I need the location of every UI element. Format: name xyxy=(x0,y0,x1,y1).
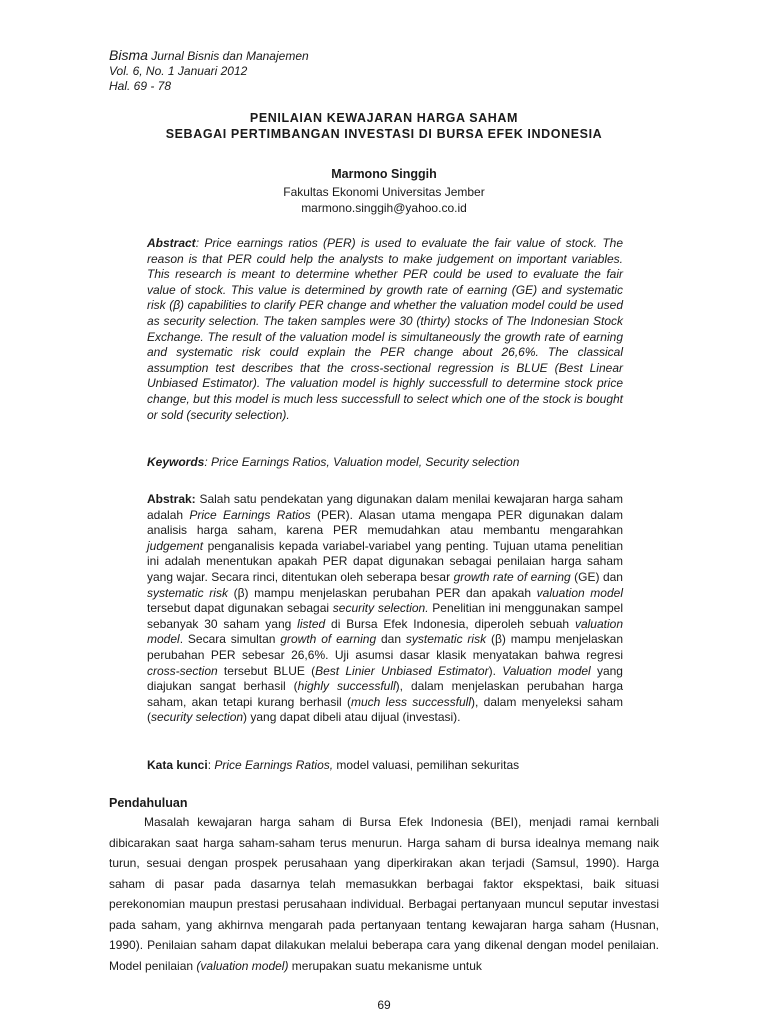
abstract-english xyxy=(147,236,623,423)
author-affiliation: Fakultas Ekonomi Universitas Jember xyxy=(283,185,485,199)
abstrak-italic: listed xyxy=(297,616,326,631)
page-number: 69 xyxy=(377,998,391,1012)
journal-pages: Hal. 69 - 78 xyxy=(109,79,172,93)
journal-volume: Vol. 6, No. 1 Januari 2012 xyxy=(109,64,248,78)
kata-kunci-label: Kata kunci xyxy=(147,758,208,772)
abstrak-italic: much less successfull xyxy=(351,694,471,709)
abstrak-text: ), dalam menjelaskan perubahan harga saham, akan tetapi kurang berhasil ( xyxy=(147,679,623,709)
abstrak-text: Penelitian ini menggunakan sampel sebanyak 30 saham yang xyxy=(147,601,623,631)
abstrak-italic: Price Earnings Ratios xyxy=(189,507,311,522)
abstrak-italic: security selection xyxy=(151,710,244,725)
abstrak-text: ). xyxy=(488,663,503,678)
abstrak-text: ) yang dapat dibeli atau dijual (investasi). xyxy=(243,710,461,725)
abstrak-text: ), dalam menyeleksi saham ( xyxy=(147,694,623,725)
abstract-en-text: : Price earnings ratios (PER) is used to evaluate the fair value of stock. The reason is that PER could help the analysts to make judgement on important variables. This research is meant to determine whether PER could be used to evaluate the fair value of stock. This value is determined by growth rate of earning (GE) and systematic risk (β) capabilities to clarify PER change and whether the valuation model could be used as security selection. The taken samples were 30 (thirty) stocks of The Indonesian Stock Exchange. The result of the valuation model is simultaneously the growth rate of earning and systematic risk could explain the PER change about 26,6%. The classical assumption test describes that the cross-sectional regression is BLUE (Best Linear Unbiased Estimator). The valuation model is highly successfull to determine stock price change, but this model is much less successfull to select which one of the stock is bought or sold (security selection). xyxy=(147,236,623,422)
abstract-indonesian xyxy=(147,492,623,726)
journal-subtitle: Jurnal Bisnis dan Manajemen xyxy=(151,49,309,63)
abstrak-text: . Secara simultan xyxy=(179,632,281,647)
abstrak-italic: Best Linier Unbiased Estimator xyxy=(315,663,489,678)
abstrak-italic: cross-section xyxy=(147,663,218,678)
abstrak-text: (PER). Alasan utama mengapa PER digunakan dalam analisis harga saham, karena PER memudahkan atau membantu mengarahkan xyxy=(147,507,623,538)
abstrak-text: Salah satu pendekatan yang digunakan dalam menilai kewajaran harga saham adalah xyxy=(147,492,623,522)
title-line-2: SEBAGAI PERTIMBANGAN INVESTASI DI BURSA EFEK INDONESIA xyxy=(165,127,603,141)
journal-name: Bisma xyxy=(109,47,148,63)
abstrak-text: tersebut BLUE ( xyxy=(217,663,316,678)
author-email: marmono.singgih@yahoo.co.id xyxy=(301,201,467,215)
title-line-1: PENILAIAN KEWAJARAN HARGA SAHAM xyxy=(249,111,519,125)
keywords-english xyxy=(147,454,623,470)
intro-text: Masalah kewajaran harga saham di Bursa Efek Indonesia (BEI), menjadi ramai kernbali dibicarakan saat harga saham-saham terus menurun. Harga saham di bursa idealnya memang naik turun, sesuai dengan prospek perusahaan yang diperkirakan akan terjadi (Samsul, 1990). Harga saham di pasar pada dasarnya telah memasukkan berbagai faktor ekspektasi, baik situasi perekonomian maupun prestasi perusahaan individual. Berbagai pertanyaan muncul seputar investasi pada saham, yang akhirnva mengarah pada pertanyaan tentang kewajaran harga saham (Husnan, 1990). Penilaian saham dapat dilakukan melalui beberapa cara yang dikenal dengan model penilaian. Model penilaian xyxy=(109,815,659,973)
intro-paragraph xyxy=(109,812,659,976)
abstrak-italic: growth rate of earning xyxy=(453,569,571,584)
keywords-en-text: : Price Earnings Ratios, Valuation model, Security selection xyxy=(204,455,520,469)
intro-text-end: merupakan suatu mekanisme untuk xyxy=(288,958,482,973)
abstrak-text: di Bursa Efek Indonesia, diperoleh sebuah xyxy=(325,616,575,631)
abstrak-italic: growth of earning xyxy=(280,632,377,647)
abstrak-italic: systematic risk xyxy=(405,632,487,647)
intro-italic: (valuation model) xyxy=(196,958,289,973)
abstrak-italic: judgement xyxy=(147,538,204,553)
abstrak-text: penganalisis kepada variabel-variabel yang penting. Tujuan utama penelitian ini adalah menentukan apakah PER dapat digunakan sebagai penilaian harga saham yang wajar. Secara rinci, ditentukan oleh seberapa besar xyxy=(147,538,623,584)
author-name: Marmono Singgih xyxy=(331,167,437,181)
journal-header xyxy=(109,48,309,94)
keywords-en-label: Keywords xyxy=(147,455,205,469)
abstrak-italic: valuation model xyxy=(536,585,623,600)
abstrak-text: (β) mampu menjelaskan perubahan PER sebesar 26,6%. Uji asumsi dasar klasik menyatakan bahwa regresi xyxy=(147,632,623,662)
abstrak-text: (GE) dan xyxy=(570,569,623,584)
abstrak-text: yang diajukan sangat berhasil ( xyxy=(147,663,623,694)
abstrak-text: tersebut dapat digunakan sebagai xyxy=(147,601,333,616)
abstrak-text: (β) mampu menjelaskan perubahan PER dan apakah xyxy=(227,585,537,600)
abstract-en-label: Abstract xyxy=(147,236,196,250)
kata-kunci-sep: : xyxy=(207,758,215,772)
abstrak-italic: security selection. xyxy=(332,601,429,616)
abstrak-text: dan xyxy=(376,632,406,647)
abstrak-italic: systematic risk xyxy=(147,585,228,600)
keywords-indonesian xyxy=(147,757,623,773)
paper-title xyxy=(100,110,668,142)
abstrak-italic: valuation model xyxy=(147,616,624,647)
abstrak-italic: highly successfull xyxy=(297,679,396,694)
journal-name-line xyxy=(109,48,309,64)
author-block xyxy=(100,166,668,216)
kata-kunci-text: model valuasi, pemilihan sekuritas xyxy=(333,758,520,772)
section-heading: Pendahuluan xyxy=(109,796,188,810)
kata-kunci-italic: Price Earnings Ratios, xyxy=(214,758,334,772)
abstrak-label: Abstrak: xyxy=(147,492,196,506)
abstrak-italic: Valuation model xyxy=(502,663,591,678)
